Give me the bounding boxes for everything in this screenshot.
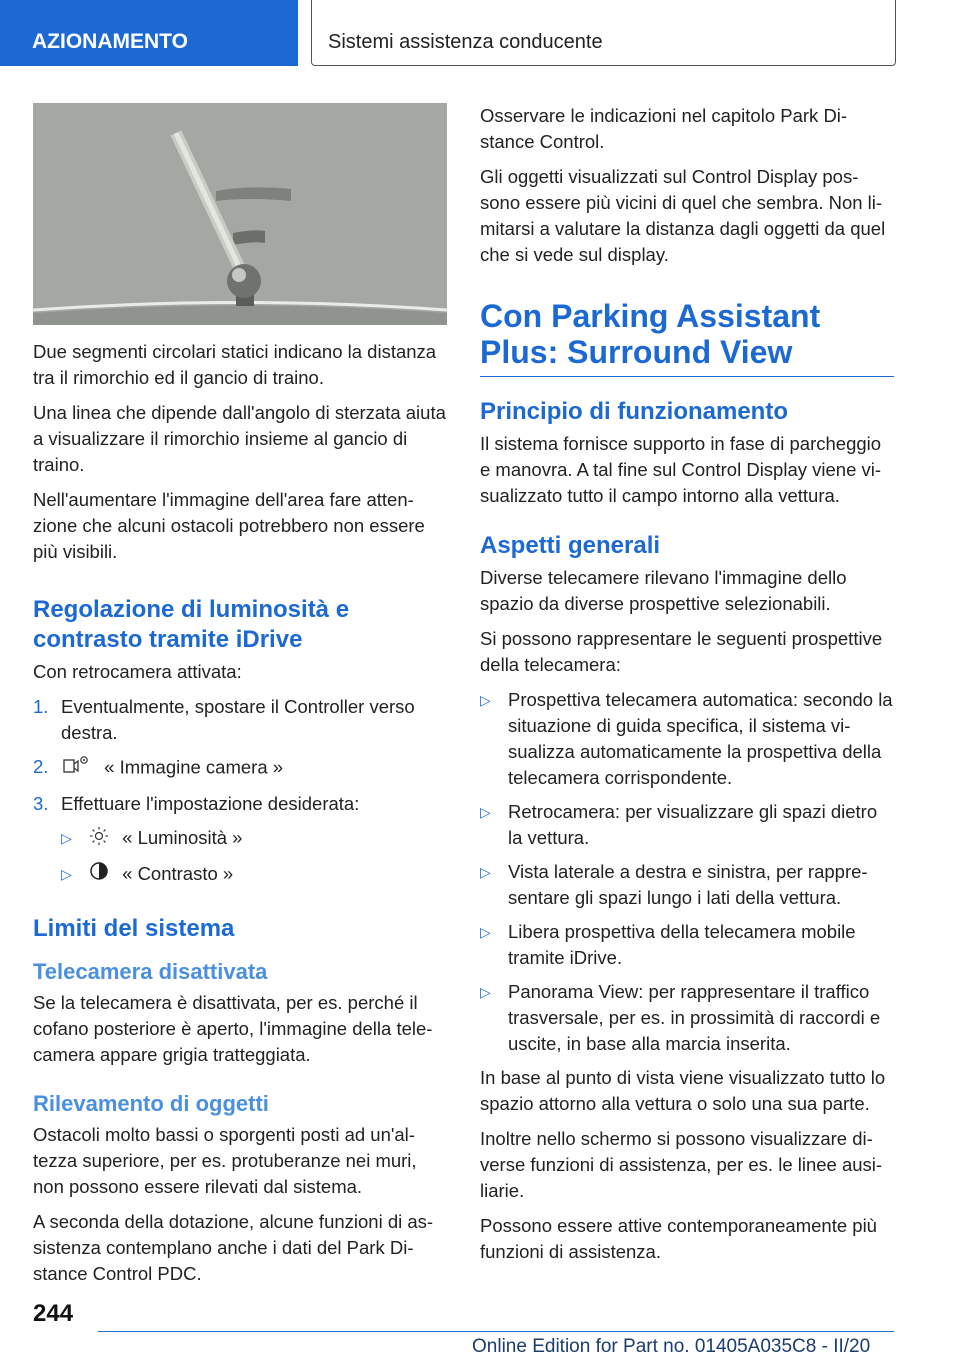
heading-principio: Principio di funzionamento: [480, 398, 788, 425]
camera-image: [33, 103, 447, 325]
list-number: 2.: [33, 756, 49, 777]
paragraph: Gli oggetti visualizzati sul Control Display pos-sono essere più vicini di quel che sembra. Non li-mitarsi a valutare la distanza dagli oggetti da quel che si vede sul display.: [480, 166, 886, 265]
heading-surround-view: Con Parking Assistant Plus: Surround View: [480, 298, 821, 370]
list-number: 3.: [33, 793, 49, 814]
list-number: 1.: [33, 696, 49, 717]
list-item: [33, 754, 447, 783]
sub-list-item: [61, 861, 447, 889]
footer-rule: [98, 1331, 894, 1332]
bullet-item: [480, 799, 894, 851]
paragraph: Una linea che dipende dall'angolo di sterzata aiuta a visualizzare il rimorchio insieme al gancio di traino.: [33, 402, 446, 475]
paragraph: Osservare le indicazioni nel capitolo Park Di-stance Control.: [480, 105, 848, 152]
heading-aspetti: Aspetti generali: [480, 532, 661, 559]
bullet-text: Panorama View: per rappresentare il traffico trasversale, per es. in prossimità di raccordi e uscite, in base alla marcia inserita.: [508, 981, 881, 1054]
list-text: Effettuare l'impostazione desiderata:: [61, 793, 360, 814]
heading-regolazione: Regolazione di luminosità e contrasto tramite iDrive: [33, 596, 350, 653]
section-tab: AZIONAMENTO: [0, 0, 298, 66]
bullet-item: [480, 979, 894, 1057]
bullet-text: Retrocamera: per visualizzare gli spazi dietro la vettura.: [508, 801, 878, 848]
paragraph: Due segmenti circolari statici indicano la distanza tra il rimorchio ed il gancio di traino.: [33, 341, 437, 388]
bullet-text: Prospettiva telecamera automatica: secondo la situazione di guida specifica, il sistema vi-sualizza automaticamente la prospettiva della telecamera corrispondente.: [508, 689, 893, 788]
page-number: 244: [33, 1300, 74, 1327]
heading-telecamera-disattivata: Telecamera disattivata: [33, 959, 268, 985]
paragraph: Diverse telecamere rilevano l'immagine dello spazio da diverse prospettive selezionabili.: [480, 567, 847, 614]
right-column: [480, 103, 894, 1274]
bullet-item: [480, 919, 894, 971]
bullet-item: [480, 687, 894, 791]
list-text: Eventualmente, spostare il Controller verso destra.: [61, 696, 415, 743]
contrast-icon: [89, 861, 109, 888]
list-item: [33, 791, 447, 817]
left-column: [33, 103, 447, 1296]
edition-info: Online Edition for Part no. 01405A035C8 - II/20: [472, 1336, 871, 1357]
camera-settings-icon: [61, 754, 91, 783]
list-text: « Luminosità »: [122, 827, 243, 848]
bullet-item: [480, 859, 894, 911]
chapter-title: Sistemi assistenza conducente: [311, 0, 896, 66]
heading-rilevamento: Rilevamento di oggetti: [33, 1091, 269, 1117]
triangle-bullet-icon: ▷: [61, 830, 72, 846]
paragraph: In base al punto di vista viene visualizzato tutto lo spazio attorno alla vettura o solo una sua parte.: [480, 1067, 886, 1114]
paragraph: Ostacoli molto bassi o sporgenti posti ad un'al-tezza superiore, per es. protuberanze nei muri, non possono essere rilevati dal sistema.: [33, 1124, 417, 1198]
triangle-bullet-icon: ▷: [480, 984, 491, 1000]
bullet-text: Libera prospettiva della telecamera mobile tramite iDrive.: [508, 921, 856, 968]
list-text: « Contrasto »: [122, 862, 234, 884]
bullet-text: Vista laterale a destra e sinistra, per rappre-sentare gli spazi lungo i lati della vettura.: [508, 861, 868, 908]
paragraph: Se la telecamera è disattivata, per es. perché il cofano posteriore è aperto, l'immagine della tele-camera appare grigia tratteggiata.: [33, 992, 433, 1066]
triangle-bullet-icon: ▷: [480, 924, 491, 940]
paragraph: Il sistema fornisce supporto in fase di parcheggio e manovra. A tal fine sul Control Display viene vi-sualizzato tutto il campo intorno alla vettura.: [480, 433, 882, 506]
paragraph: Nell'aumentare l'immagine dell'area fare atten-zione che alcuni ostacoli potrebbero non essere più visibili.: [33, 489, 425, 562]
paragraph: A seconda della dotazione, alcune funzioni di as-sistenza contemplano anche i dati del Park Di-stance Control PDC.: [33, 1211, 434, 1285]
heading-limiti: Limiti del sistema: [33, 915, 235, 943]
triangle-bullet-icon: ▷: [61, 865, 72, 882]
paragraph: Possono essere attive contemporaneamente più funzioni di assistenza.: [480, 1215, 877, 1262]
brightness-icon: [89, 826, 109, 853]
triangle-bullet-icon: ▷: [480, 692, 491, 708]
triangle-bullet-icon: ▷: [480, 804, 491, 820]
sub-list-item: [61, 825, 447, 853]
triangle-bullet-icon: ▷: [480, 864, 491, 880]
heading-rule: [480, 376, 894, 377]
list-item: [33, 694, 447, 746]
paragraph: Con retrocamera attivata:: [33, 661, 242, 682]
paragraph: Si possono rappresentare le seguenti prospettive della telecamera:: [480, 628, 883, 675]
list-text: « Immagine camera »: [104, 756, 284, 778]
paragraph: Inoltre nello schermo si possono visualizzare di-verse funzioni di assistenza, per es. le linee ausi-liarie.: [480, 1128, 883, 1201]
